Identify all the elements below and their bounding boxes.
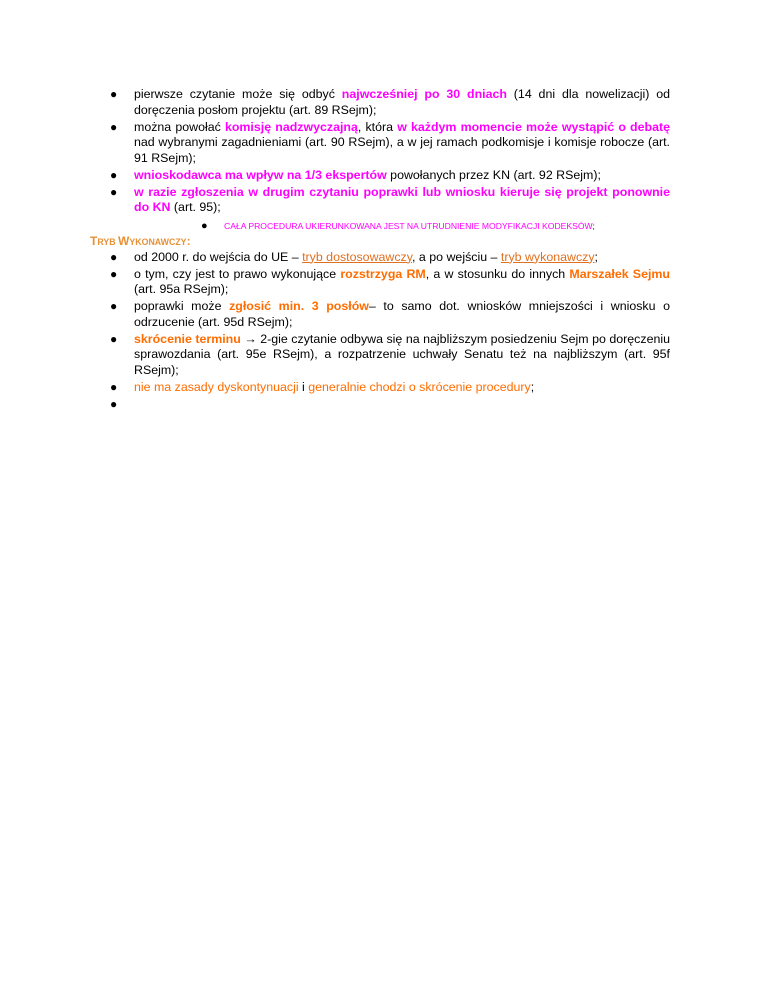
bullet-icon: ● [110, 266, 118, 281]
highlight-magenta: wnioskodawca ma wpływ na 1/3 ekspertów [134, 167, 387, 182]
highlight-orange: Marszałek Sejmu [569, 266, 670, 281]
list-item-empty [0, 397, 760, 413]
text-run: , a w stosunku do innych [425, 266, 570, 281]
highlight-magenta: w razie zgłoszenia w drugim czytaniu poprawki lub wniosku kieruje się projekt ponownie do KN [134, 184, 670, 214]
list-item [0, 185, 760, 216]
section-heading-tryb-wykonawczy [0, 234, 760, 250]
list-item [0, 267, 760, 298]
text-run: od 2000 r. do wejścia do UE – [134, 249, 303, 264]
highlight-orange: rozstrzyga RM [340, 266, 426, 281]
list-item-text [134, 250, 670, 266]
list-item-text [134, 397, 670, 413]
text-run: ; [592, 220, 595, 231]
highlight-orange-plain: nie ma zasady dyskontynuacji [134, 379, 299, 394]
highlight-caps-note: CAŁA PROCEDURA UKIERUNKOWANA JEST NA UTRUDNIENIE MODYFIKACJI KODEKSÓW [224, 220, 593, 231]
bullet-list-tryb-wykonawczy [0, 250, 760, 413]
list-item-text [134, 332, 670, 379]
list-item-text [134, 299, 670, 330]
text-run: , która [357, 119, 398, 134]
text-run: o tym, czy jest to prawo wykonujące [134, 266, 341, 281]
sub-list-item [0, 219, 760, 234]
bullet-icon: ● [110, 119, 118, 134]
bullet-icon: ● [110, 249, 118, 264]
text-run: poprawki może [134, 299, 230, 313]
highlight-magenta: w każdym momencie może wystąpić o debatę [397, 119, 670, 134]
document-content [0, 87, 760, 414]
bullet-icon: ● [110, 379, 118, 394]
highlight-orange-plain: generalnie chodzi o skrócenie procedury [308, 379, 531, 394]
highlight-magenta: komisję nadzwyczajną [224, 119, 358, 134]
list-item [0, 332, 760, 379]
bullet-icon: ● [110, 184, 118, 199]
text-run: → 2-gie czytanie odbywa się na najbliższym posiedzeniu Sejm po doręczeniu sprawozdania (art. 95e RSejm), a rozpatrzenie uchwały Senatu też na najbliższym (art. 95f RSejm); [134, 331, 670, 377]
list-item [0, 120, 760, 167]
heading-smallcaps: RYB [97, 236, 119, 247]
list-item [0, 380, 760, 396]
highlight-orange: zgłosić min. 3 posłów [229, 299, 369, 313]
list-item [0, 168, 760, 184]
bullet-icon: ● [110, 331, 118, 346]
list-item [0, 299, 760, 330]
list-item [0, 87, 760, 118]
text-run: – to samo dot. wniosków mniejszości i wniosku o odrzucenie (art. 95d RSejm); [134, 299, 670, 329]
bullet-icon: ● [110, 167, 118, 182]
text-run: można powołać [134, 119, 225, 134]
list-item [0, 250, 760, 266]
list-item-text [224, 219, 670, 234]
highlight-orange: skrócenie terminu [134, 331, 241, 346]
list-item-text [134, 185, 670, 216]
list-item-text [134, 87, 670, 118]
text-run: nad wybranymi zagadnieniami (art. 90 RSejm), a w jej ramach podkomisje i komisje robocze (art. 91 RSejm); [134, 135, 670, 165]
text-run: i [298, 379, 309, 394]
heading-initial: T [90, 233, 98, 248]
heading-smallcaps: YKONAWCZY [129, 236, 187, 247]
bullet-icon: ● [201, 219, 208, 232]
bullet-icon: ● [110, 396, 118, 411]
bullet-icon: ● [110, 299, 118, 313]
text-run: (art. 95a RSejm); [134, 282, 229, 296]
text-run: (14 dni dla nowelizacji) od doręczenia posłom projektu (art. 89 RSejm); [134, 87, 670, 117]
list-item-text [134, 120, 670, 167]
text-run: powołanych przez KN (art. 92 RSejm); [386, 167, 601, 182]
list-item-text [134, 380, 670, 396]
list-item-text [134, 267, 670, 298]
text-run: ; [530, 379, 535, 394]
highlight-magenta: najwcześniej po 30 dniach [341, 87, 507, 101]
heading-colon: : [186, 233, 191, 248]
heading-initial: W [118, 233, 130, 248]
underlined-term: tryb dostosowawczy [302, 249, 413, 264]
bullet-list-procedure [0, 87, 760, 234]
text-run: ; [594, 249, 598, 264]
list-item-text [134, 168, 670, 184]
bullet-icon: ● [110, 87, 118, 101]
text-run: , a po wejściu – [412, 249, 501, 264]
text-run: (art. 95); [170, 200, 221, 214]
text-run: pierwsze czytanie może się odbyć [134, 87, 342, 101]
underlined-term: tryb wykonawczy [500, 249, 595, 264]
